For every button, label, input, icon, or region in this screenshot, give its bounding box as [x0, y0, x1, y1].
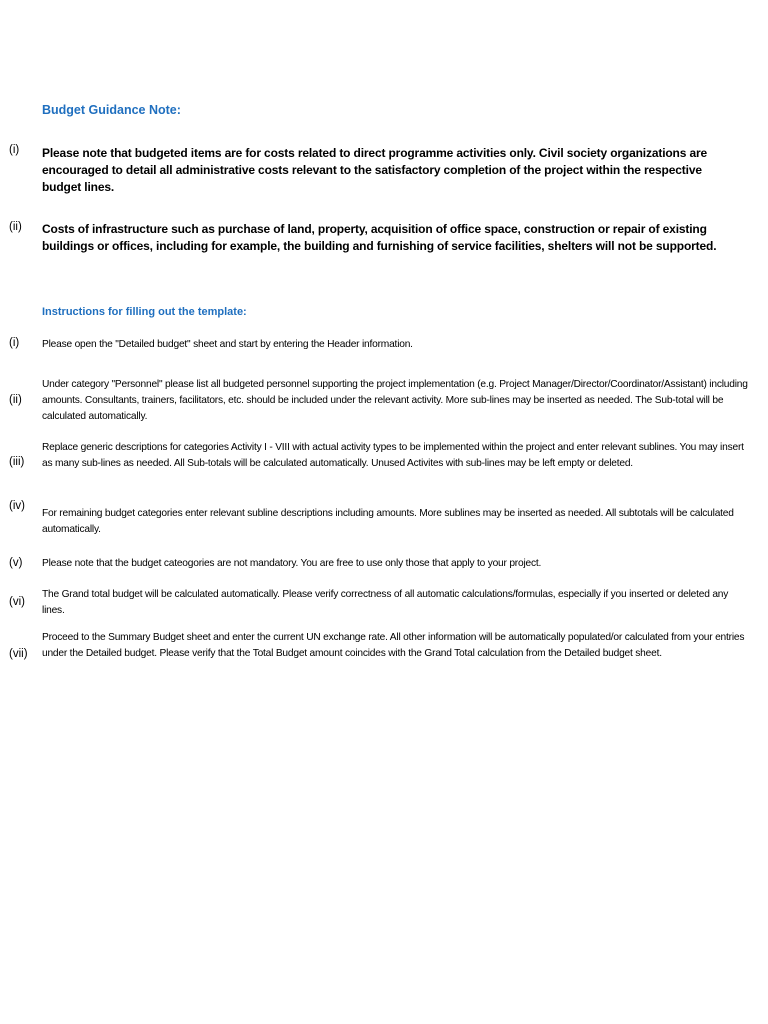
instruction-item-number: (i) [9, 337, 20, 349]
instruction-item-text: Replace generic descriptions for categories Activity I - VIII with actual activity types to be implemented within the project and enter relevant sublines. You may insert as many sub-lines as needed. All Sub-totals will be calculated automatically. Unused Activites with sub-lines may be left empty or deleted. [42, 442, 744, 469]
instruction-item-number: (vii) [9, 648, 28, 660]
instruction-item-text: The Grand total budget will be calculated automatically. Please verify correctness of all automatic calculations/formulas, especially if you inserted or deleted any lines. [42, 589, 729, 616]
instruction-item-text: Under category "Personnel" please list all budgeted personnel supporting the project implementation (e.g. Project Manager/Director/Coordinator/Assistant) including amounts. Consultants, trainers, facilitators, etc. should be included under the relevant activity. More sub-lines may be inserted as needed. The Sub-total will be calculated automatically. [42, 379, 748, 422]
guidance-item-number: (i) [9, 144, 20, 156]
guidance-item-number: (ii) [9, 221, 22, 233]
instruction-item-number: (v) [9, 557, 23, 569]
instruction-item-number: (iv) [9, 500, 25, 512]
budget-guidance-heading: Budget Guidance Note: [42, 103, 181, 117]
instruction-item-number: (vi) [9, 596, 25, 608]
guidance-item-text: Please note that budgeted items are for costs related to direct programme activities only. Civil society organizations are encouraged to detail all administrative costs relevant to the satisfactory completion of the project within the respective budget lines. [42, 146, 708, 194]
instructions-heading: Instructions for filling out the template: [42, 306, 247, 318]
guidance-item-text: Costs of infrastructure such as purchase of land, property, acquisition of office space, construction or repair of existing buildings or offices, including for example, the building and furnishing of service facilities, shelters will not be supported. [42, 222, 717, 253]
instruction-item-text: Please open the "Detailed budget" sheet and start by entering the Header information. [42, 339, 413, 350]
instruction-item-number: (ii) [9, 394, 22, 406]
instruction-item-number: (iii) [9, 456, 25, 468]
instruction-item-text: Please note that the budget cateogories are not mandatory. You are free to use only those that apply to your project. [42, 558, 542, 569]
instruction-item-text: For remaining budget categories enter relevant subline descriptions including amounts. More sublines may be inserted as needed. All subtotals will be calculated automatically. [42, 508, 734, 535]
instruction-item-text: Proceed to the Summary Budget sheet and enter the current UN exchange rate. All other information will be automatically populated/or calculated from your entries under the Detailed budget. Please verify that the Total Budget amount coincides with the Grand Total calculation from the Detailed budget sheet. [42, 632, 745, 659]
